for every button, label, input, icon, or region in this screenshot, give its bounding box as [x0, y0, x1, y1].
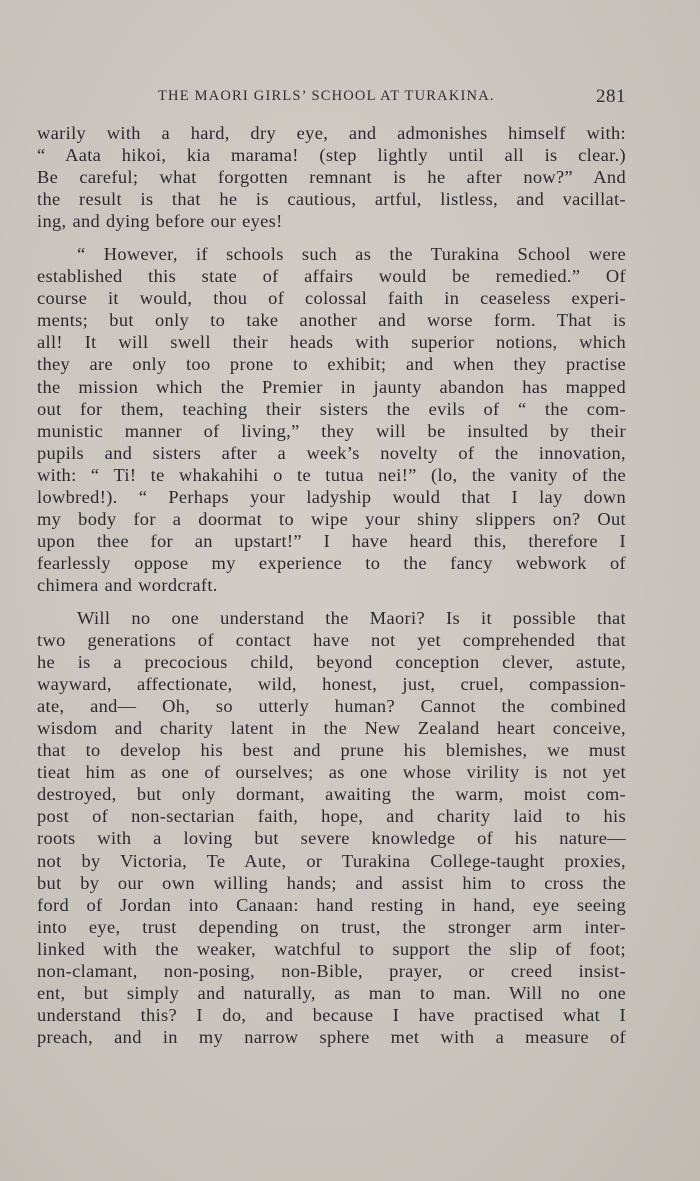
text-line: all! It will swell their heads with superior notions, which	[37, 332, 626, 353]
text-line: established this state of affairs would be remedied.” Of	[37, 266, 626, 287]
text-line: lowbred!). “ Perhaps your ladyship would that I lay down	[37, 486, 626, 507]
running-head	[36, 86, 626, 110]
text-line: ing, and dying before our eyes!	[37, 211, 283, 232]
text-line: he is a precocious child, beyond conception clever, astute,	[37, 652, 626, 673]
text-line: linked with the weaker, watchful to support the slip of foot;	[37, 938, 626, 959]
text-line: ford of Jordan into Canaan: hand resting in hand, eye seeing	[37, 894, 626, 915]
text-line: with: “ Ti! te whakahihi o te tutua nei!” (lo, the vanity of the	[37, 464, 626, 485]
page-number: 281	[596, 86, 626, 107]
text-line: Will no one understand the Maori? Is it possible that	[77, 607, 626, 628]
text-line: non-clamant, non-posing, non-Bible, prayer, or creed insist-	[37, 960, 626, 981]
text-line: out for them, teaching their sisters the evils of “ the com-	[37, 398, 626, 419]
text-line: ent, but simply and naturally, as man to man. Will no one	[37, 982, 626, 1003]
text-line: not by Victoria, Te Aute, or Turakina College-taught proxies,	[37, 850, 626, 871]
text-line: understand this? I do, and because I have practised what I	[37, 1004, 626, 1025]
text-line: destroyed, but only dormant, awaiting the warm, moist com-	[37, 784, 626, 805]
text-line: post of non-sectarian faith, hope, and charity laid to his	[37, 806, 626, 827]
text-line: wayward, affectionate, wild, honest, just, cruel, compassion-	[37, 674, 626, 695]
text-line: but by our own willing hands; and assist him to cross the	[37, 872, 626, 893]
paragraph-3	[37, 607, 626, 1048]
text-line: roots with a loving but severe knowledge of his nature—	[37, 828, 626, 849]
body-text	[37, 122, 626, 1048]
text-line: they are only too prone to exhibit; and when they practise	[37, 354, 626, 375]
text-line: into eye, trust depending on trust, the stronger arm inter-	[37, 916, 626, 937]
text-line: “ However, if schools such as the Turakina School were	[77, 244, 626, 265]
text-line: that to develop his best and prune his blemishes, we must	[37, 740, 626, 761]
text-line: ate, and— Oh, so utterly human? Cannot the combined	[37, 696, 626, 717]
paragraph-1	[37, 122, 626, 232]
text-line: upon thee for an upstart!” I have heard this, therefore I	[37, 530, 626, 551]
text-line: wisdom and charity latent in the New Zealand heart conceive,	[37, 718, 626, 739]
text-line: tieat him as one of ourselves; as one whose virility is not yet	[37, 762, 626, 783]
text-line: the result is that he is cautious, artful, listless, and vacillat-	[37, 189, 626, 210]
text-line: preach, and in my narrow sphere met with a measure of	[37, 1026, 626, 1047]
text-line: two generations of contact have not yet comprehended that	[37, 630, 626, 651]
text-line: ments; but only to take another and worse form. That is	[37, 310, 626, 331]
running-title: THE MAORI GIRLS’ SCHOOL AT TURAKINA.	[158, 88, 495, 104]
text-line: warily with a hard, dry eye, and admonishes himself with:	[37, 123, 626, 143]
text-line: course it would, thou of colossal faith in ceaseless experi-	[37, 288, 626, 309]
text-line: the mission which the Premier in jaunty abandon has mapped	[37, 376, 626, 397]
text-line: my body for a doormat to wipe your shiny slippers on? Out	[37, 508, 626, 529]
text-line: “ Aata hikoi, kia marama! (step lightly until all is clear.)	[37, 145, 626, 166]
paragraph-2	[37, 243, 626, 596]
text-line: chimera and wordcraft.	[37, 574, 218, 595]
text-line: Be careful; what forgotten remnant is he after now?” And	[37, 167, 626, 188]
text-line: pupils and sisters after a week’s novelty of the innovation,	[37, 442, 626, 463]
text-line: munistic manner of living,” they will be insulted by their	[37, 420, 626, 441]
text-line: fearlessly oppose my experience to the fancy webwork of	[37, 552, 626, 573]
